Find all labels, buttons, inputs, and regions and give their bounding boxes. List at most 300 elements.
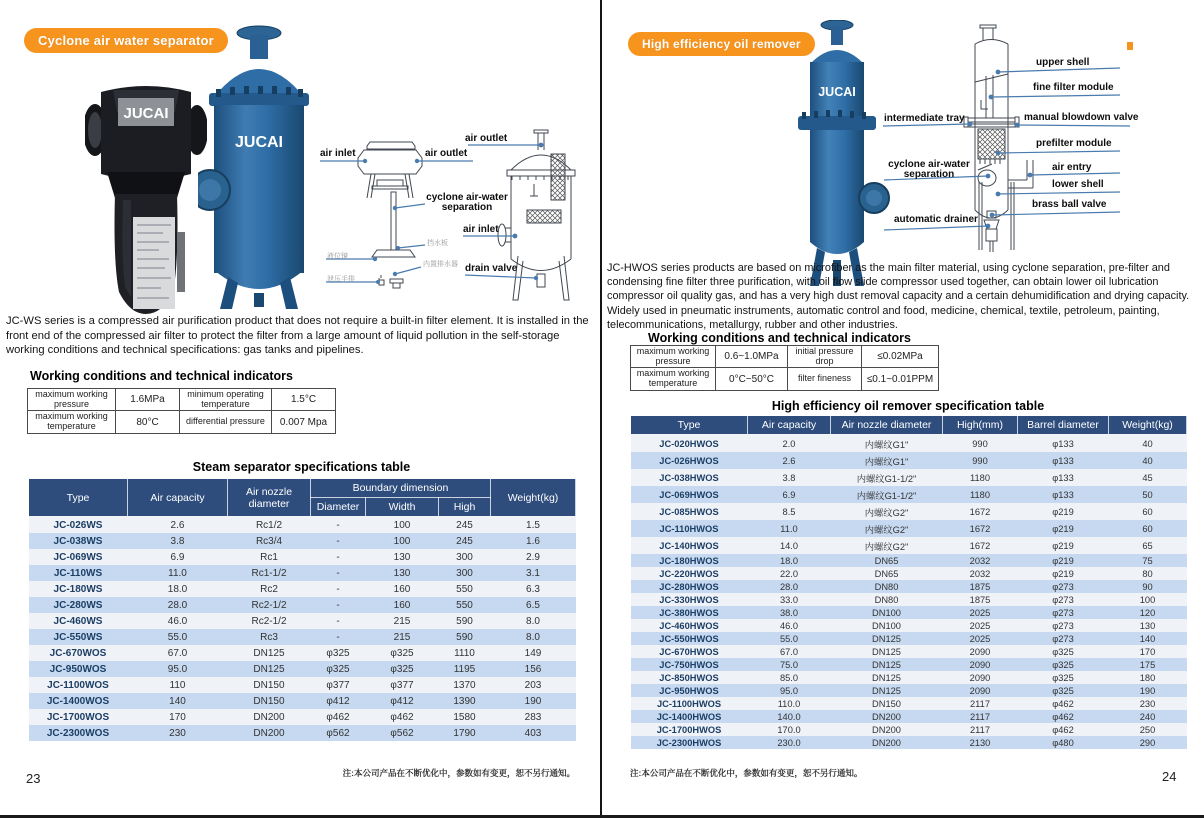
page-left — [0, 0, 601, 815]
table-cell: DN100 — [872, 620, 901, 631]
table-cell: 250 — [1139, 724, 1156, 735]
table-cell: 215 — [393, 615, 411, 627]
label-brass-ball-valve: brass ball valve — [1032, 199, 1107, 210]
table-cell: JC-1700HWOS — [656, 724, 722, 735]
table-cell: JC-110WS — [53, 567, 103, 579]
table-row — [631, 580, 1187, 593]
table-cell: φ562 — [326, 727, 350, 739]
table-cell: DN150 — [253, 679, 285, 691]
table-cell: maximum working temperature — [28, 411, 116, 433]
table-cell: φ133 — [1052, 489, 1074, 500]
table-cell: 2025 — [969, 633, 991, 644]
table-cell: 65 — [1142, 540, 1153, 551]
table-cell: JC-380HWOS — [659, 607, 719, 618]
table-cell: JC-460HWOS — [659, 620, 719, 631]
table-cell: 75 — [1142, 555, 1153, 566]
table-cell: 175 — [1139, 659, 1156, 670]
table-cell: 550 — [456, 583, 473, 595]
table-cell: 80°C — [116, 411, 180, 433]
table-row — [631, 368, 939, 390]
table-cell: 2032 — [969, 568, 991, 579]
table-cell: 67.0 — [167, 647, 188, 659]
table-cell: minimum operating temperature — [180, 389, 272, 411]
table-cell: JC-750HWOS — [659, 659, 719, 670]
table-cell: DN125 — [872, 633, 901, 644]
table-cell: 80 — [1142, 568, 1153, 579]
table-cell: 85.0 — [779, 672, 799, 683]
section-badge-oil-remover: High efficiency oil remover — [628, 32, 815, 56]
table-cell: φ325 — [390, 663, 414, 675]
table-cell: 160 — [393, 599, 411, 611]
table-cell: 245 — [456, 519, 473, 531]
table-cell: filter fineness — [788, 368, 862, 390]
table-cell: JC-069WS — [53, 551, 103, 563]
label-automatic-drainer: automatic drainer — [894, 214, 978, 225]
table-cell: φ219 — [1052, 523, 1074, 534]
table-cell: DN125 — [872, 672, 901, 683]
table-row — [631, 697, 1187, 710]
table-cell: φ562 — [390, 727, 414, 739]
table-cell: 140 — [1139, 633, 1156, 644]
table-cell: DN125 — [253, 647, 285, 659]
col-header-barrel: Barrel diameter — [1018, 416, 1109, 435]
table-cell: 6.3 — [526, 583, 540, 595]
label-upper-shell: upper shell — [1036, 57, 1090, 68]
table-row — [29, 725, 576, 741]
col-header-diameter: Diameter — [311, 498, 366, 517]
table-cell: 230 — [1139, 698, 1156, 709]
working-conditions-table — [27, 388, 336, 434]
table-cell: 2117 — [970, 698, 990, 709]
table-cell: DN80 — [874, 581, 899, 592]
table-cell: Rc2 — [260, 583, 278, 595]
table-cell: JC-2300HWOS — [656, 737, 722, 748]
label-cyclone-separation: cyclone air-water separation — [888, 159, 970, 181]
table-cell: φ273 — [1052, 594, 1074, 605]
table-cell: 内螺纹G2" — [864, 541, 909, 552]
col-header-capacity: Air capacity — [128, 479, 228, 517]
table-cell: JC-140HWOS — [659, 540, 719, 551]
table-cell: 230 — [169, 727, 186, 739]
table-cell: 300 — [456, 551, 473, 563]
col-header-high: High(mm) — [943, 416, 1018, 435]
table-cell: φ219 — [1052, 506, 1074, 517]
table-cell: 33.0 — [779, 594, 799, 605]
table-row — [29, 709, 576, 725]
tank-leg — [220, 277, 238, 309]
table-cell: 130 — [1139, 620, 1156, 631]
table-cell: 2117 — [970, 711, 990, 722]
table-cell: 18.0 — [779, 555, 799, 566]
table-cell: 990 — [972, 455, 988, 466]
table-cell: φ462 — [1052, 711, 1074, 722]
table-cell: 1.5 — [526, 519, 540, 531]
table-cell: 2090 — [969, 659, 991, 670]
table-row — [631, 567, 1187, 580]
table-cell: maximum working temperature — [631, 368, 716, 390]
table-cell: 67.0 — [779, 646, 799, 657]
table-cell: 120 — [1139, 607, 1156, 618]
col-header-nozzle: Air nozzle diameter — [228, 479, 311, 517]
table-cell: DN200 — [253, 711, 285, 723]
table-cell: 170 — [169, 711, 186, 723]
table-cell: φ133 — [1052, 455, 1074, 466]
table-cell: - — [336, 583, 340, 595]
table-row — [29, 661, 576, 677]
table-cell: DN200 — [872, 711, 901, 722]
col-header-width: Width — [366, 498, 439, 517]
table-cell: φ480 — [1052, 737, 1074, 748]
table-cell: - — [336, 599, 340, 611]
table-row — [631, 469, 1187, 486]
table-row — [29, 693, 576, 709]
table-cell: JC-2300WOS — [46, 727, 110, 739]
table-cell: 8.0 — [526, 615, 540, 627]
table-cell: JC-330HWOS — [659, 594, 719, 605]
table-cell: 2.9 — [526, 551, 540, 563]
table-cell: DN125 — [253, 663, 285, 675]
table-cell: initial pressure drop — [788, 346, 862, 368]
table-cell: 40 — [1142, 455, 1153, 466]
table-cell: - — [336, 631, 340, 643]
label-water-baffle: 挡水板 — [427, 240, 448, 247]
table-row — [29, 581, 576, 597]
table-cell: φ462 — [1052, 724, 1074, 735]
table-cell: 22.0 — [779, 568, 799, 579]
table-cell: maximum working pressure — [28, 389, 116, 411]
table-cell: DN125 — [872, 646, 901, 657]
table-cell: DN200 — [253, 727, 285, 739]
table-cell: JC-670HWOS — [659, 646, 719, 657]
table-cell: 130 — [393, 551, 411, 563]
series-description: JC-HWOS series products are based on microfiber as the main filter material, using cyclone separation, pre-filter and condensing fine filter three purification, with oil flow slide compressor used together, can obtain lower oil lubrication compressor oil quality gas, and has a very high dust removal capacity and a certain dehumidification and drying capacity. Widely used in pneumatic instruments, automatic control and food, medicine, chemical, textile, petroleum, painting, telecommunications, metallurgy, rubber and other industries. — [607, 262, 1190, 331]
table-cell: JC-850HWOS — [659, 672, 719, 683]
table-cell: 170.0 — [777, 724, 801, 735]
blue-tank-photo — [198, 25, 320, 310]
table-cell: 190 — [524, 695, 542, 707]
black-filter-photo — [85, 82, 207, 317]
table-row — [631, 723, 1187, 736]
table-cell: 215 — [393, 631, 411, 643]
spec-table-title: Steam separator specifications table — [192, 460, 411, 474]
table-cell: 160 — [393, 583, 411, 595]
brand-text: JUCAI — [818, 85, 856, 99]
table-cell: 38.0 — [779, 607, 799, 618]
table-cell: φ377 — [326, 679, 350, 691]
table-cell: - — [336, 615, 340, 627]
col-header-weight: Weight(kg) — [491, 479, 576, 517]
table-cell: φ325 — [1052, 659, 1074, 670]
table-cell: 1110 — [454, 647, 475, 659]
table-cell: Rc2-1/2 — [251, 615, 287, 627]
table-cell: 95.0 — [779, 685, 799, 696]
table-cell: Rc1 — [260, 551, 278, 563]
table-cell: JC-026HWOS — [659, 455, 719, 466]
table-cell: φ412 — [390, 695, 414, 707]
label-prefilter-module: prefilter module — [1036, 138, 1112, 149]
table-cell: DN80 — [874, 594, 899, 605]
page-number-right: 24 — [1162, 769, 1177, 784]
table-cell: φ219 — [1052, 540, 1074, 551]
table-cell: 550 — [456, 599, 473, 611]
working-conditions-title: Working conditions and technical indicators — [30, 369, 293, 383]
table-cell: 0.007 Mpa — [272, 411, 336, 433]
table-cell: 0°C~50°C — [716, 368, 788, 390]
separator-diagram — [315, 128, 583, 306]
table-cell: 2.0 — [782, 438, 796, 449]
oil-remover-spec-table — [630, 415, 1187, 749]
table-cell: Rc3/4 — [255, 535, 283, 547]
table-row — [29, 613, 576, 629]
table-cell: 28.0 — [779, 581, 799, 592]
table-cell: 1195 — [453, 663, 476, 675]
table-cell: JC-038WS — [53, 535, 103, 547]
table-cell: 6.9 — [782, 489, 796, 500]
table-row — [631, 736, 1187, 749]
table-cell: 6.5 — [526, 599, 540, 611]
table-row — [631, 452, 1187, 469]
table-cell: φ325 — [1052, 672, 1074, 683]
table-cell: 230.0 — [777, 737, 801, 748]
table-cell: φ219 — [1052, 568, 1074, 579]
col-header-type: Type — [631, 416, 748, 435]
table-row — [631, 520, 1187, 537]
working-conditions-title: Working conditions and technical indicators — [648, 331, 911, 345]
table-cell: 100 — [393, 535, 411, 547]
col-header-type: Type — [29, 479, 128, 517]
table-row — [29, 549, 576, 565]
label-fine-filter-module: fine filter module — [1033, 82, 1114, 93]
table-cell: 8.5 — [782, 506, 796, 517]
table-row — [29, 645, 576, 661]
table-cell: 100 — [1139, 594, 1156, 605]
table-cell: φ377 — [390, 679, 414, 691]
table-cell: 1875 — [969, 581, 991, 592]
col-header-capacity: Air capacity — [748, 416, 831, 435]
table-cell: 18.0 — [167, 583, 188, 595]
table-cell: 2117 — [970, 724, 990, 735]
table-cell: 11.0 — [168, 567, 187, 579]
cyclone-separator-drawing — [358, 142, 422, 288]
table-cell: DN125 — [872, 659, 901, 670]
table-cell: 内螺纹G2" — [864, 507, 909, 518]
page-number-left: 23 — [26, 771, 41, 786]
table-cell: 50 — [1142, 489, 1153, 500]
table-cell: 95.0 — [167, 663, 188, 675]
table-cell: 140 — [169, 695, 186, 707]
table-cell: 290 — [1139, 737, 1156, 748]
table-cell: 156 — [524, 663, 542, 675]
table-row — [631, 593, 1187, 606]
tank-dome — [810, 50, 864, 64]
table-cell: φ219 — [1052, 555, 1074, 566]
table-cell: 3.8 — [782, 472, 796, 483]
table-row — [631, 645, 1187, 658]
table-cell: DN200 — [872, 724, 901, 735]
table-cell: 内螺纹G2" — [864, 524, 909, 535]
table-cell: JC-280HWOS — [659, 581, 719, 592]
table-cell: 149 — [524, 647, 542, 659]
series-description: JC-WS series is a compressed air purification product that does not require a built-in filter element. It is installed in the front end of the compressed air filter to protect the filter from a large amount of liquid pollution in the self-storage working conditions and technical specifications: gas tanks and pipelines. — [6, 315, 589, 357]
table-cell: 40 — [1142, 438, 1153, 449]
table-cell: 240 — [1139, 711, 1156, 722]
table-cell: φ133 — [1052, 438, 1074, 449]
table-row — [631, 503, 1187, 520]
table-cell: JC-085HWOS — [659, 506, 719, 517]
table-cell: φ273 — [1052, 607, 1074, 618]
table-cell: 1370 — [453, 679, 476, 691]
table-cell: 1180 — [970, 489, 990, 500]
label-air-entry: air entry — [1052, 162, 1092, 173]
table-cell: JC-950WOS — [49, 663, 107, 675]
working-conditions-table — [630, 345, 939, 391]
table-cell: φ273 — [1052, 620, 1074, 631]
table-row — [631, 537, 1187, 554]
table-cell: JC-670WOS — [49, 647, 107, 659]
table-cell: DN65 — [874, 568, 899, 579]
table-cell: 内螺纹G1-1/2" — [856, 490, 917, 501]
table-cell: φ325 — [326, 647, 350, 659]
table-cell: 内螺纹G1" — [864, 439, 909, 450]
table-cell: 110 — [169, 679, 186, 691]
table-cell: 590 — [456, 631, 473, 643]
col-header-high: High — [439, 498, 491, 517]
table-cell: JC-460WS — [53, 615, 103, 627]
table-cell: 180 — [1139, 672, 1156, 683]
table-cell: JC-1100HWOS — [656, 698, 722, 709]
table-cell: 11.0 — [780, 523, 798, 534]
spec-table-body — [29, 517, 576, 742]
filter-label — [133, 217, 175, 309]
spec-table-header — [29, 479, 576, 517]
col-header-weight: Weight(kg) — [1109, 416, 1187, 435]
label-air-outlet: air outlet — [425, 148, 468, 159]
table-cell: 1390 — [453, 695, 476, 707]
tank-leg — [280, 277, 298, 309]
table-cell: 内螺纹G1-1/2" — [856, 473, 917, 484]
table-cell: JC-038HWOS — [659, 472, 719, 483]
table-cell: JC-1100WOS — [47, 679, 109, 691]
table-cell: 1672 — [969, 540, 991, 551]
table-cell: 3.1 — [526, 567, 540, 579]
label-built-in-drainer: 内置排水器 — [423, 261, 458, 268]
table-cell: - — [336, 535, 340, 547]
table-cell: φ462 — [326, 711, 350, 723]
tank-bolted-ring — [209, 93, 309, 106]
table-cell: 14.0 — [779, 540, 799, 551]
table-row — [631, 435, 1187, 453]
table-cell: Rc3 — [260, 631, 278, 643]
spec-table-header — [631, 416, 1187, 435]
table-cell: 110.0 — [777, 698, 801, 709]
table-cell: 245 — [456, 535, 473, 547]
label-air-outlet-top: air outlet — [465, 133, 508, 144]
table-cell: ≤0.02MPa — [862, 346, 939, 368]
table-cell: 170 — [1139, 646, 1156, 657]
table-cell: 55.0 — [779, 633, 799, 644]
table-row — [29, 565, 576, 581]
table-cell: 2032 — [969, 555, 991, 566]
table-cell: JC-950HWOS — [659, 685, 719, 696]
blue-tank-photo — [790, 20, 890, 288]
table-row — [631, 632, 1187, 645]
table-cell: 60 — [1142, 506, 1153, 517]
oil-remover-diagram — [880, 22, 1142, 254]
tank-drawing — [498, 130, 575, 300]
label-manual-blowdown-valve: manual blowdown valve — [1024, 112, 1139, 123]
table-cell: φ133 — [1052, 472, 1074, 483]
table-cell: 0.6~1.0MPa — [716, 346, 788, 368]
table-cell: 1672 — [969, 506, 991, 517]
brand-text: JUCAI — [123, 105, 169, 122]
table-cell: 1180 — [970, 472, 990, 483]
table-row — [28, 411, 336, 433]
table-cell: 2025 — [969, 607, 991, 618]
table-cell: JC-1700WOS — [46, 711, 110, 723]
table-row — [631, 619, 1187, 632]
table-cell: 55.0 — [167, 631, 188, 643]
table-cell: 1875 — [969, 594, 991, 605]
table-cell: 内螺纹G1" — [864, 456, 909, 467]
table-row — [631, 554, 1187, 567]
table-cell: 1580 — [453, 711, 476, 723]
spec-table-title: High efficiency oil remover specification table — [771, 399, 1045, 413]
table-cell: 403 — [524, 727, 542, 739]
table-row — [631, 684, 1187, 697]
table-cell: 45 — [1142, 472, 1153, 483]
section-badge-cyclone: Cyclone air water separator — [24, 28, 228, 53]
table-cell: JC-180HWOS — [659, 555, 719, 566]
table-cell: 28.0 — [167, 599, 188, 611]
table-cell: φ462 — [1052, 698, 1074, 709]
table-cell: 203 — [524, 679, 542, 691]
table-cell: 3.8 — [170, 535, 185, 547]
table-cell: φ325 — [326, 663, 350, 675]
table-cell: φ462 — [390, 711, 414, 723]
table-cell: φ325 — [1052, 646, 1074, 657]
label-intermediate-tray: intermediate tray — [884, 113, 965, 124]
table-cell: φ273 — [1052, 633, 1074, 644]
table-row — [631, 710, 1187, 723]
table-cell: 140.0 — [777, 711, 801, 722]
table-row — [29, 517, 576, 534]
table-cell: JC-020HWOS — [659, 438, 719, 449]
table-cell: 2025 — [969, 620, 991, 631]
col-header-boundary: Boundary dimension — [311, 479, 491, 498]
table-row — [29, 597, 576, 613]
steam-separator-spec-table — [28, 478, 576, 741]
table-cell: 46.0 — [167, 615, 188, 627]
table-cell: 1.5°C — [272, 389, 336, 411]
footnote: 注:本公司产品在不断优化中，参数如有变更，恕不另行通知。 — [630, 768, 863, 778]
table-row — [28, 389, 336, 411]
table-row — [29, 677, 576, 693]
table-cell: DN100 — [872, 607, 901, 618]
table-row — [631, 346, 939, 368]
brand-text: JUCAI — [234, 134, 284, 151]
table-cell: 60 — [1142, 523, 1153, 534]
table-cell: Rc2-1/2 — [251, 599, 287, 611]
page-right — [602, 0, 1204, 815]
label-level-glass: 液位镜 — [327, 253, 348, 260]
table-cell: JC-069HWOS — [659, 489, 719, 500]
table-cell: JC-550HWOS — [659, 633, 719, 644]
table-cell: 2.6 — [170, 519, 185, 531]
table-cell: 1.6 — [526, 535, 540, 547]
table-cell: 2.6 — [782, 455, 796, 466]
label-lower-shell: lower shell — [1052, 179, 1104, 190]
table-cell: 1790 — [453, 727, 476, 739]
